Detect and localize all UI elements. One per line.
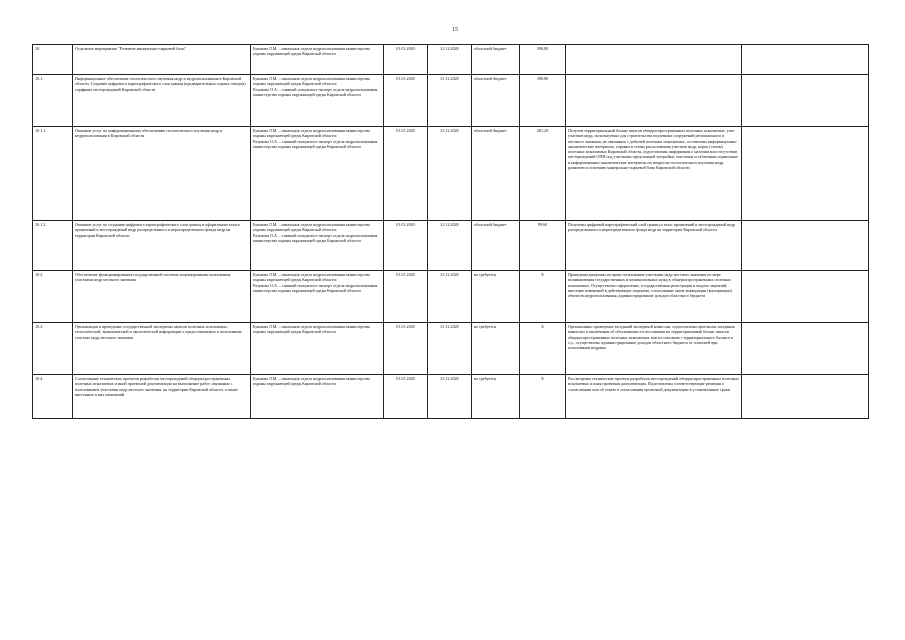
row-number: 10.1. [33,75,73,127]
end-date: 31.12.2020 [428,45,472,75]
executor [251,375,384,419]
table-row [33,323,869,375]
start-date: 01.01.2020 [384,323,428,375]
start-date: 01.01.2020 [384,75,428,127]
blank-cell [742,127,869,221]
executor-line: Разумова О.А. – главный специалист-эксперт отдела недропользования министерства охраны окружающей среды Кировской области [253,138,378,149]
funding-amount: 390,80 [520,45,566,75]
expected-result [566,45,742,75]
activity-name: Согласование технических проектов разработки месторождений общераспространенных полезных ископаемых и иной проектной документации на выполнение работ, связанных с пользованием участками недр местного значения, на территории Кировской области, а также внесенных в них изменений [73,375,251,419]
row-number: 10.3. [33,323,73,375]
executor-line: Бушкова Л.М. – начальник отдела недропользования министерства охраны окружающей среды Кировской области [253,324,370,335]
table-row [33,221,869,271]
blank-cell [742,75,869,127]
expected-result: Организовано проведение заседаний экспертной комиссии, подготовлены протоколы заседания комиссии и заключения об обоснованности постановки на территориальный баланс запасов общераспространенных полезных ископаемых или их списания с территориального баланса и т.д., осуществлено администрирование доходов областного бюджета от платежей при пользовании недрами [566,323,742,375]
executor-line: Бушкова Л.М. – начальник отдела недропользования министерства охраны окружающей среды Кировской области [253,46,370,57]
executor [251,271,384,323]
end-date: 31.12.2020 [428,127,472,221]
executor-line: Разумова О.А. – главный специалист-эксперт отдела недропользования министерства охраны окружающей среды Кировской области [253,86,378,97]
executor [251,323,384,375]
expected-result: Получен территориальный баланс запасов общераспространенных полезных ископаемых, учет участков недр, используемых для строительства подземных сооружений регионального и местного значения, не связанных с добычей полезных ископаемых, составлены информационно-аналитические материалы, справки и схемы расположения участков недр, карты (схемы) полезных ископаемых Кировской области, подготовлены информация о наличии или отсутствии месторождений ОПИ под участками предстоящей застройки, текстовые и табличные справочные и информационно-аналитические материалы по вопросам геологического изучения недр, развитию и освоению минерально-сырьевой базы Кировской области [566,127,742,221]
executor [251,75,384,127]
blank-cell [742,221,869,271]
executor-line: Бушкова Л.М. – начальник отдела недропользования министерства охраны окружающей среды Кировской области; [253,272,370,283]
blank-cell [742,375,869,419]
end-date: 31.12.2020 [428,221,472,271]
activity-name: Оказание услуг по информационному обеспечению геологического изучения недр и недропользования в Кировской области [73,127,251,221]
funding-source: областной бюджет [472,45,520,75]
executor-line: Бушкова Л.М. – начальник отдела недропользования министерства охраны окружающей среды Кировской области; [253,222,370,233]
table-row [33,45,869,75]
blank-cell [742,271,869,323]
executor-line: Бушкова Л.М. – начальник отдела недропользования министерства охраны окружающей среды Кировской области; [253,76,370,87]
executor-line: Разумова О.А. – главный специалист-эксперт отдела недропользования министерства охраны окружающей среды Кировской области [253,232,378,243]
table-row [33,271,869,323]
executor [251,127,384,221]
blank-cell [742,323,869,375]
activity-name: Информационное обеспечение геологического изучения недр и недропользования в Кировской области. Создание цифрового картографического слоя границ (предварительных горных отводов) торфяных месторождений Кировской области [73,75,251,127]
funding-amount: 99,60 [520,221,566,271]
expected-result: Рассмотрены технические проекты разработки месторождений общераспространенных полезных ископаемых и иная проектная документация. Подготовлены соответствующие решения о согласовании или об отказе в согласовании проектной документации в установленные сроки [566,375,742,419]
start-date: 01.01.2020 [384,127,428,221]
row-number: 10. [33,45,73,75]
funding-source: областной бюджет [472,127,520,221]
activity-name: Обеспечение функционирования государственной системы лицензирования пользования участками недр местного значения [73,271,251,323]
table-row [33,75,869,127]
funding-amount: X [520,375,566,419]
blank-cell [742,45,869,75]
end-date: 31.12.2020 [428,375,472,419]
funding-amount: X [520,271,566,323]
row-number: 10.1.1. [33,127,73,221]
executor-line: Разумова О.А. – главный специалист-эксперт отдела недропользования министерства охраны окружающей среды Кировской области [253,282,378,293]
funding-amount: 281,20 [520,127,566,221]
funding-source: областной бюджет [472,221,520,271]
funding-source: не требуется [472,323,520,375]
executor [251,221,384,271]
start-date: 01.01.2020 [384,271,428,323]
activity-name: Отдельное мероприятие "Развитие минерально-сырьевой базы" [73,45,251,75]
page-number: 15 [452,27,458,33]
start-date: 01.01.2020 [384,221,428,271]
row-number: 10.2. [33,271,73,323]
funding-amount: X [520,323,566,375]
activity-name: Оказание услуг по созданию цифрового картографического слоя границ и оформлению атласа проявлений и месторождений недр распределенного и нераспределенного фонда недр на территории Кировской области [73,221,251,271]
end-date: 31.12.2020 [428,75,472,127]
funding-source: не требуется [472,375,520,419]
table-row [33,375,869,419]
funding-amount: 390,80 [520,75,566,127]
funding-source: не требуется [472,271,520,323]
executor [251,45,384,75]
end-date: 31.12.2020 [428,271,472,323]
start-date: 01.01.2020 [384,45,428,75]
table-row [33,127,869,221]
funding-source: областной бюджет [472,75,520,127]
program-activities-table [32,44,869,419]
row-number: 10.4. [33,375,73,419]
expected-result [566,75,742,127]
activity-name: Организация и проведение государственной экспертизы запасов полезных ископаемых, геологической, экономической и экологической информации о предоставляемых в пользование участках недр местного значения [73,323,251,375]
executor-line: Бушкова Л.М. – начальник отдела недропользования министерства охраны окружающей среды Кировской области [253,376,370,387]
row-number: 10.1.2. [33,221,73,271]
start-date: 01.01.2020 [384,375,428,419]
expected-result: Проведены аукционы на право пользования участками недр местного значения по мере возникновения государственных и муниципальных нужд в общераспространенных полезных ископаемых. Осуществлено оформление, государственная регистрация и выдача лицензий, внесение изменений в действующие лицензии, согласование актов ликвидации (консервации) объектов недропользования, администрирование доходов областного бюджета [566,271,742,323]
end-date: 31.12.2020 [428,323,472,375]
expected-result: Получены цифровой картографический слой границ и атлас проявлений и месторождений недр распределенного и нераспределенного фонда недр на территории Кировской области [566,221,742,271]
executor-line: Бушкова Л.М. – начальник отдела недропользования министерства охраны окружающей среды Кировской области; [253,128,370,139]
